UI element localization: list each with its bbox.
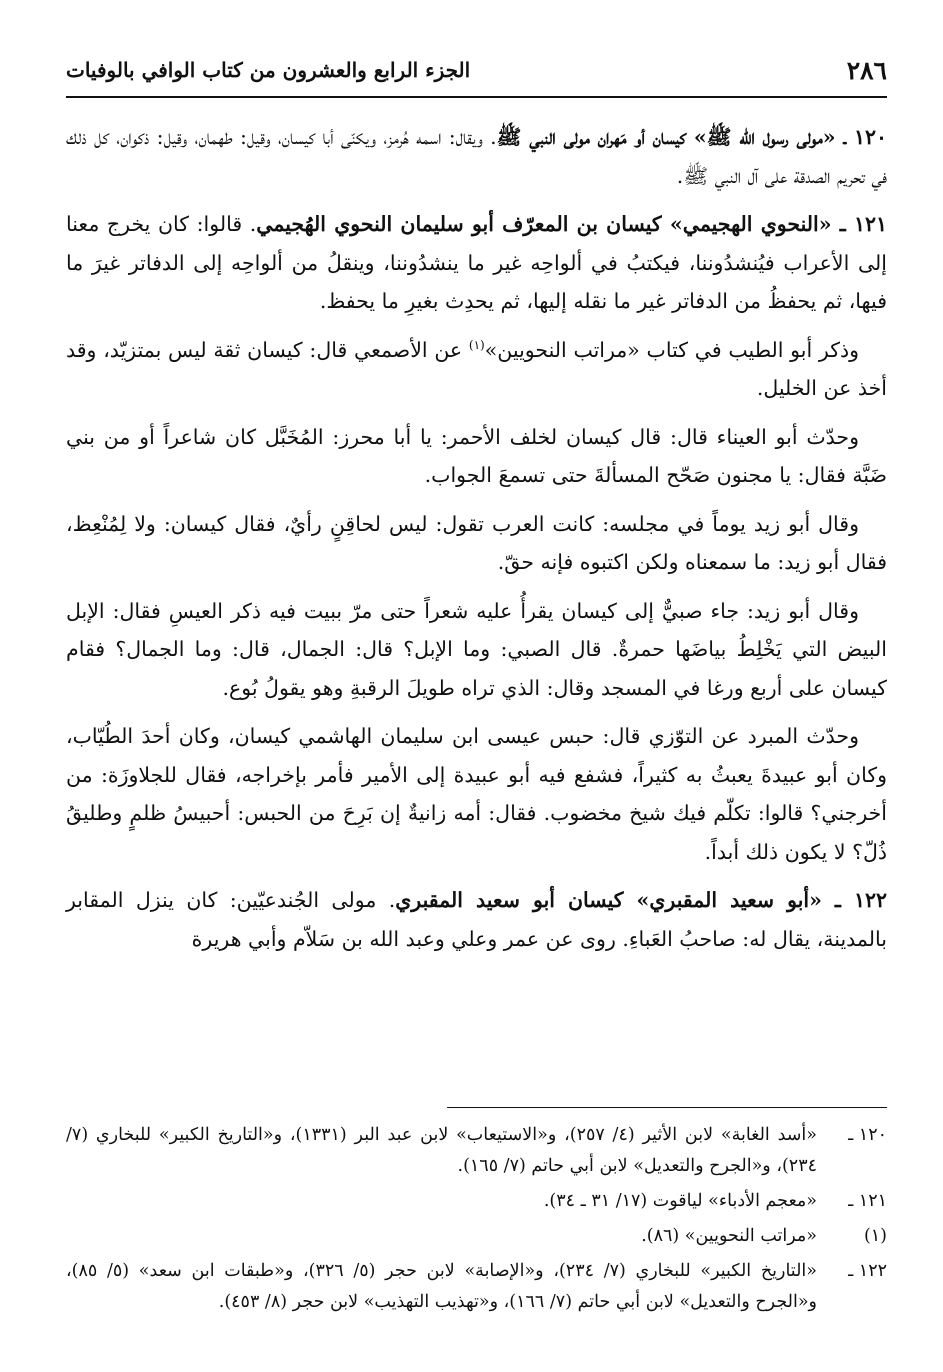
footnotes — [66, 1120, 887, 1340]
running-title: الجزء الرابع والعشرون من كتاب الوافي بالوفيات — [66, 58, 471, 82]
paragraph-abu-zayd-2: وقال أبو زيد: جاء صبيٌّ إلى كيسان يقرأُ عليه شعراً حتى مرّ ببيت فيه ذكر العيسِ فقال: الإبل البيض التي يَخْلِطُ بياضَها حمرةٌ. قال الصبي: وما الإبل؟ قال: الجمال، قال: وما الجمال؟ فقام كيسان على أربع ورغا في المسجد وقال: الذي تراه طويلَ الرقبةِ وهو يقولُ بُوع. — [66, 598, 887, 700]
footnote-item — [66, 1120, 887, 1182]
paragraph-abu-aynaa: وحدّث أبو العيناء قال: قال كيسان لخلف الأحمر: يا أبا محرز: المُخَبَّل كان شاعراً أو من بني ضَبَّة فقال: يا مجنون صَحّح المسألةَ حتى تسمعَ الجواب. — [66, 424, 887, 487]
entry-120-text: . ويقال: اسمه هُرمز، ويكنّى أبا كيسان، وقيل: طهمان، وقيل: ذكوان، كل ذلك في تحريم الصدقة على آل النبي ﷺ. — [66, 125, 887, 188]
paragraph-mubarrad: وحدّث المبرد عن التوّزي قال: حبس عيسى ابن سليمان الهاشمي كيسان، وكان أحدَ الطُيّاب، وكان أبو عبيدةَ يعبثُ به كثيراً، فشفع فيه أبو عبيدة إلى الأمير فأمر بإخراجه، فقال للجلاوزَة: من أخرجني؟ قالوا: تكلّم فيك شيخ مخضوب. فقال: أمه زانيةٌ إن بَرِحَ من الحبس: أحبيسُ ظلمٍ وطليقُ ذُلّ؟ لا يكون ذلك أبداً. — [66, 724, 887, 864]
entry-122-heading: ١٢٢ ـ «أبو سعيد المقبري» كيسان أبو سعيد المقبري — [395, 888, 888, 912]
footnote-ref: (١) — [863, 1226, 887, 1246]
footnote-text: «أسد الغابة» لابن الأثير (٤/ ٢٥٧)، و«الاستيعاب» لابن عبد البر (١٣٣١)، و«التاريخ الكبير» للبخاري (٧/ ٢٣٤)، و«الجرح والتعديل» لابن أبي حاتم (٧/ ١٦٥). — [66, 1125, 817, 1176]
entry-121-text: . قالوا: كان يخرج معنا إلى الأعراب فيُنشدُوننا، فيكتبُ في ألواحِه غير ما ينشدُوننا، وينقلُ من ألواحِه إلى الدفاتر غيرَ ما فيها، ثم يحفظُ من الدفاتر غير ما نقله إليها، ثم يحدِث بغيرِ ما يحفظ. — [66, 212, 887, 313]
page-number: ٢٨٦ — [846, 56, 887, 85]
entry-120-heading: ١٢٠ ـ «مولى رسول الله ﷺ» كيسان أو مَهران مولى النبي ﷺ — [496, 125, 887, 149]
footnote-text: «معجم الأدباء» لياقوت (١٧/ ٣١ ـ ٣٤). — [543, 1191, 817, 1211]
footnote-ref: ١٢٢ ـ — [848, 1261, 887, 1281]
entry-121 — [66, 205, 887, 321]
footnote-ref: ١٢١ ـ — [848, 1191, 887, 1211]
entry-120 — [66, 118, 887, 195]
paragraph-abu-tayyib-part-1: وذكر أبو الطيب في كتاب «مراتب النحويين» — [484, 337, 860, 362]
footnote-item — [66, 1256, 887, 1318]
footnote-text: «مراتب النحويين» (٨٦). — [641, 1226, 817, 1246]
paragraph-abu-tayyib-part-2: عن الأصمعي قال: كيسان ثقة ليس بمتزيّد، وقد أخذ عن الخليل. — [66, 337, 887, 400]
main-text — [66, 118, 887, 1103]
footnote-ref: ١٢٠ ـ — [848, 1125, 887, 1145]
entry-121-heading: ١٢١ ـ «النحوي الهجيمي» كيسان بن المعرّف أبو سليمان النحوي الهُجيمي — [256, 212, 887, 236]
entry-122-text: . مولى الجُندعيّين: كان ينزل المقابر بالمدينة، يقال له: صاحبُ العَباءِ. روى عن عمر وعلي وعبد الله بن سَلاّم وأبي هريرة — [66, 888, 887, 951]
footnote-text: «التاريخ الكبير» للبخاري (٧/ ٢٣٤)، و«الإصابة» لابن حجر (٥/ ٣٢٦)، و«طبقات ابن سعد» (٥/ ٨٥)، و«الجرح والتعديل» لابن أبي حاتم (٧/ ١٦٦)، و«تهذيب التهذيب» لابن حجر (٨/ ٤٥٣). — [66, 1261, 817, 1312]
entry-122 — [66, 881, 887, 958]
paragraph-abu-zayd-1: وقال أبو زيد يوماً في مجلسه: كانت العرب تقول: ليس لحاقِنٍ رأيٌ، فقال كيسان: ولا لِمُنْعِظ، فقال أبو زيد: ما سمعناه ولكن اكتبوه فإنه حقّ. — [66, 511, 887, 574]
running-header — [66, 52, 887, 98]
footnote-divider — [447, 1107, 887, 1108]
footnote-item — [66, 1186, 887, 1217]
footnote-item — [66, 1221, 887, 1252]
footnote-marker-1[interactable]: (١) — [468, 337, 485, 352]
paragraph-abu-tayyib — [66, 331, 887, 408]
